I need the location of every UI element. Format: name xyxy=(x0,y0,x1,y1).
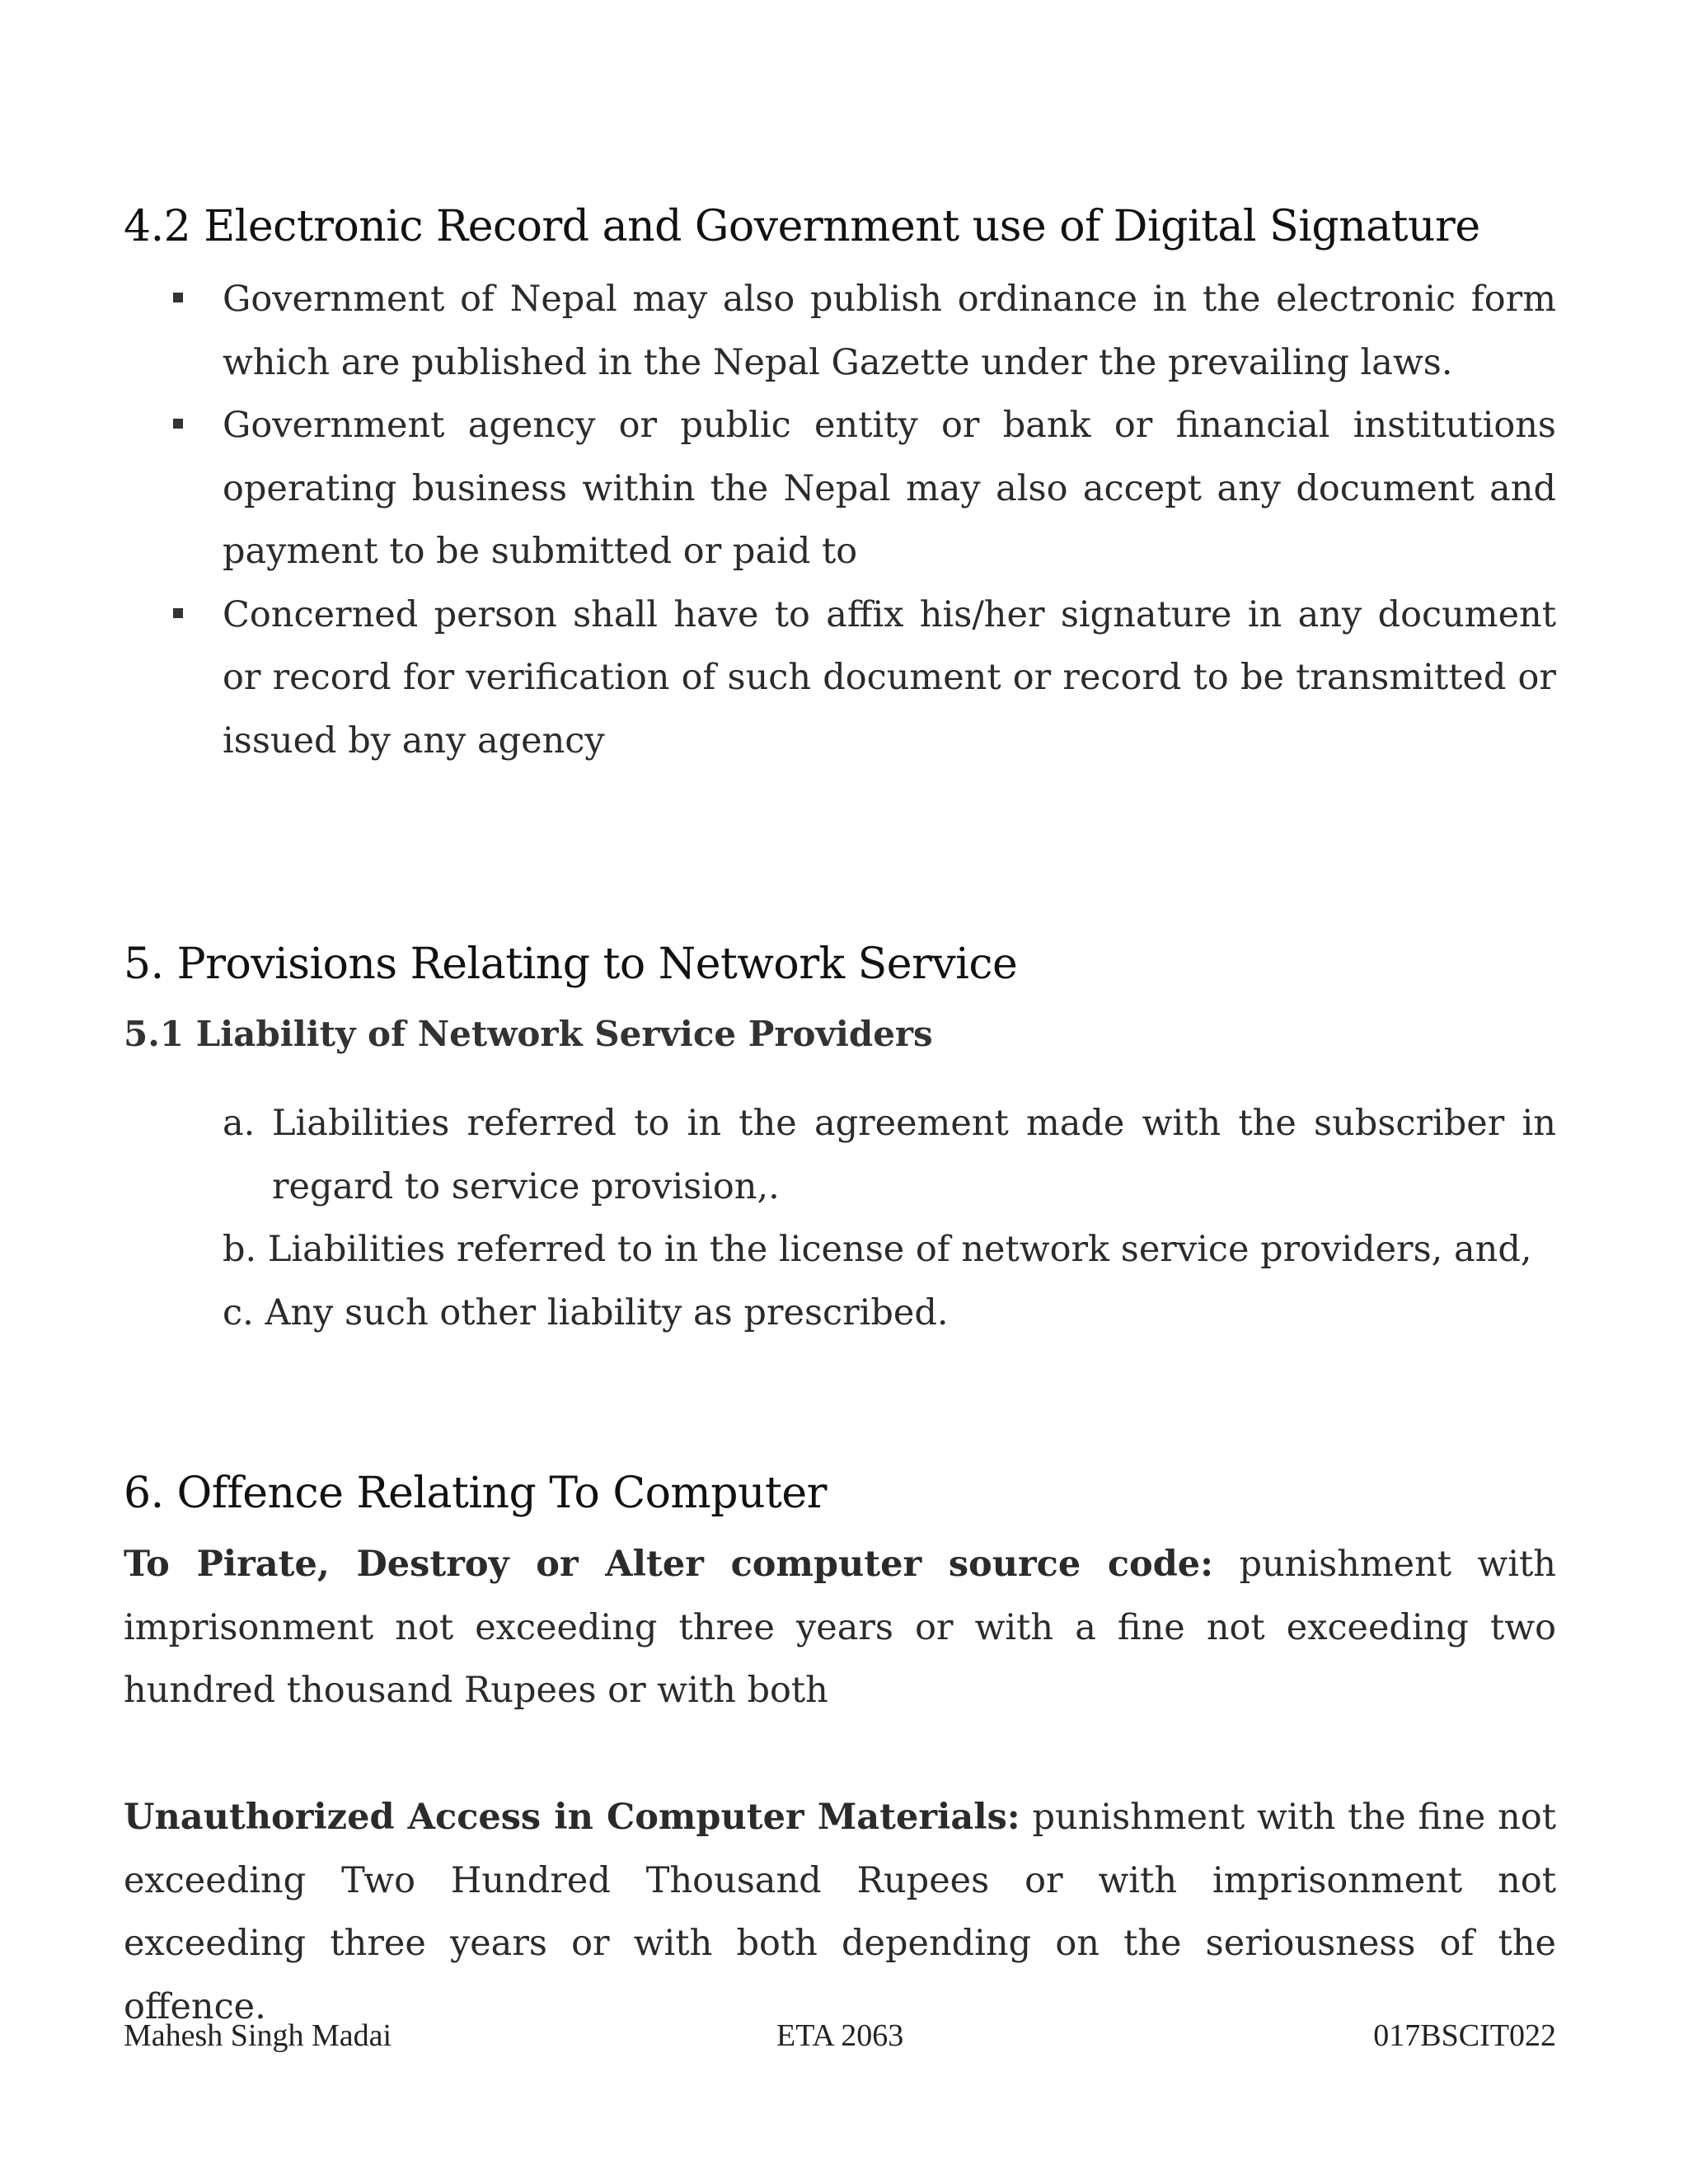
bullet-text: Concerned person shall have to affix his/her signature in any document or record for verification of such document or record to be transmitted or issued by any agency xyxy=(223,593,1556,762)
bullet-text: Government agency or public entity or bank or financial institutions operating business within the Nepal may also accept any document and payment to be submitted or paid to xyxy=(223,405,1556,572)
footer-title: ETA 2063 xyxy=(776,2018,904,2053)
list-letter: a. xyxy=(223,1103,256,1144)
list-item xyxy=(173,394,1556,583)
list-item xyxy=(223,1282,1556,1345)
list-letter: b. xyxy=(223,1229,257,1270)
footer-author: Mahesh Singh Madai xyxy=(124,2018,392,2053)
offence-paragraph-source-code xyxy=(124,1533,1556,1722)
list-letter: c. xyxy=(223,1291,254,1333)
document-page xyxy=(124,0,1556,2184)
offence-paragraph-unauthorized-access xyxy=(124,1786,1556,2038)
square-bullet-icon xyxy=(173,419,183,429)
offence-text: punishment with the fine not exceeding Two Hundred Thousand Rupees or with imprisonment not exceeding three years or with both depending on the seriousness of the offence. xyxy=(124,1797,1557,2027)
section-5-heading: 5. Provisions Relating to Network Service xyxy=(124,940,1018,989)
list-item-text: Liabilities referred to in the license of network service providers, and, xyxy=(267,1229,1532,1270)
list-item-text: Any such other liability as prescribed. xyxy=(265,1291,949,1333)
section-4-2-heading: 4.2 Electronic Record and Government use of Digital Signature xyxy=(124,202,1480,251)
list-item xyxy=(173,583,1556,773)
square-bullet-icon xyxy=(173,293,183,302)
offence-text: punishment with imprisonment not exceeding three years or with a fine not exceeding two hundred thousand Rupees or with both xyxy=(124,1544,1557,1711)
square-bullet-icon xyxy=(173,608,183,618)
section-5-1-lettered-list xyxy=(223,1092,1556,1344)
offence-title: To Pirate, Destroy or Alter computer source code: xyxy=(124,1544,1214,1585)
offence-title: Unauthorized Access in Computer Materials: xyxy=(124,1797,1020,1838)
list-item xyxy=(223,1092,1556,1218)
footer-roll-number: 017BSCIT022 xyxy=(1373,2018,1556,2053)
bullet-text: Government of Nepal may also publish ordinance in the electronic form which are published in the Nepal Gazette under the prevailing laws. xyxy=(223,279,1556,383)
list-item xyxy=(173,268,1556,394)
section-4-2-bullet-list xyxy=(173,268,1556,772)
list-item-text: Liabilities referred to in the agreement made with the subscriber in regard to service provision,. xyxy=(272,1103,1556,1207)
list-item xyxy=(223,1218,1556,1282)
section-6-heading: 6. Offence Relating To Computer xyxy=(124,1469,828,1518)
section-5-1-subheading: 5.1 Liability of Network Service Providers xyxy=(124,1014,933,1054)
